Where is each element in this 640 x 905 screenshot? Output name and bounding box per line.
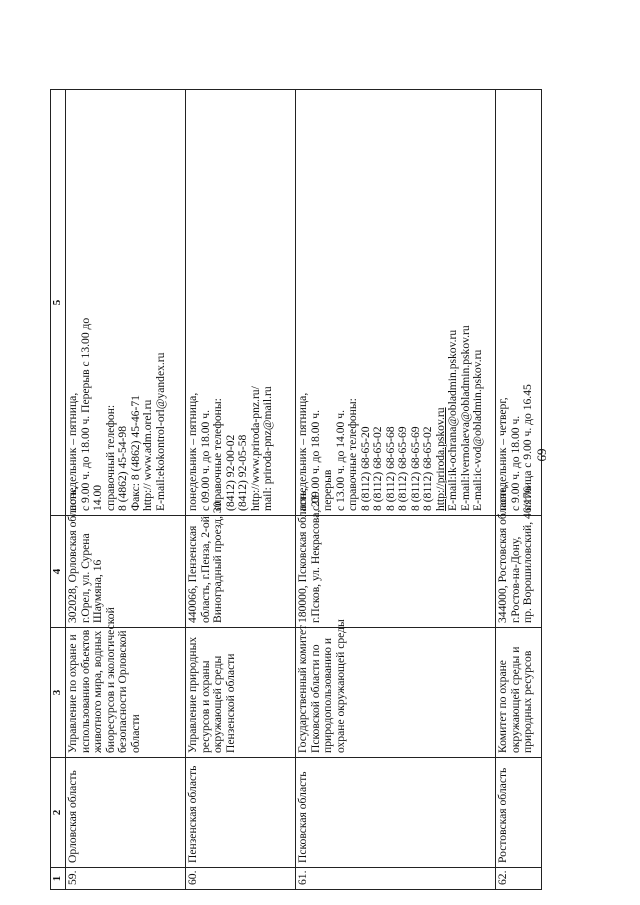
contact-line: 8 (8112) 68-65-68 [383, 426, 397, 511]
contact-line: 8 (4862) 45-54-98 [116, 425, 129, 511]
email-link[interactable]: E-mail:ik-ochrana@obladmin.pskov.ru [446, 329, 459, 511]
org-line: окружающей среды [211, 655, 224, 753]
contact-line: справочные телефоны: [211, 398, 224, 511]
region-name: Ростовская область [496, 758, 542, 868]
contacts [186, 90, 296, 516]
org-line: природопользованию и [321, 637, 334, 753]
address-line: г.Псков, ул. Некрасова, 23 [308, 495, 322, 623]
org-line: Управление природных [186, 636, 199, 753]
organization-name [186, 628, 296, 758]
org-line: безопасности Орловской [116, 630, 129, 753]
email-link[interactable]: mail: priroda-pnz@mail.ru [261, 386, 274, 511]
contact-line: с 9.00 ч. до 18.00 ч. [508, 415, 522, 511]
email-link[interactable]: E-mail:ekokontrol-orl@yandex.ru [153, 352, 167, 511]
header-col-2: 2 [51, 758, 66, 868]
org-line: использованию объектов [78, 629, 92, 753]
website-link[interactable]: http://www.priroda-pnz.ru/ [248, 386, 262, 511]
org-line: природных ресурсов [521, 650, 534, 753]
address-line: 302028, Орловская область, [66, 486, 79, 623]
contact-line: с 13.00 ч. до 14.00 ч. [333, 410, 347, 511]
table-row [186, 90, 296, 890]
contact-line: Факс: 8 (4862) 45-46-71 [128, 395, 142, 511]
row-number: 60. [186, 868, 296, 890]
region-name: Пензенская область [186, 758, 296, 868]
address-line: пр. Ворошиловский, 46/176 [521, 486, 534, 623]
org-line: Государственный комитет [296, 624, 309, 753]
org-line: животного мира, водных [91, 630, 104, 753]
contact-line: справочный телефон: [103, 404, 117, 511]
address-line: 180000, Псковская область, [296, 487, 309, 623]
header-col-4: 4 [51, 516, 66, 628]
email-link[interactable]: E-mail:lvernolaeva@obladmin.pskov.ru [458, 325, 472, 511]
address-line: область, г.Пенза, 2-ой [198, 516, 212, 623]
org-line: биоресурсов и экологической [103, 607, 117, 753]
table-row [66, 90, 186, 890]
email-link[interactable]: E-mail:ic-vod@obladmin.pskov.ru [471, 349, 484, 511]
org-line: Управление по охране и [66, 634, 79, 753]
organization-name [296, 619, 496, 758]
contact-line: 8 (8112) 68-65-69 [408, 426, 422, 511]
org-line: Комитет по охране [496, 660, 509, 753]
page-number: 69 [534, 448, 549, 462]
org-line: окружающей среды и [508, 646, 522, 753]
contact-line: понедельник – пятница, [296, 392, 309, 511]
contacts [66, 90, 186, 516]
header-col-1: 1 [51, 868, 66, 890]
organization-name [66, 607, 186, 758]
rotated-page [50, 90, 534, 890]
contact-line: 8 (8112) 68-65-02 [371, 426, 384, 511]
contact-line: понедельник – четверг, [496, 397, 509, 511]
region-name: Псковская область [296, 758, 496, 868]
contact-line: 8 (8112) 68-65-20 [358, 426, 372, 511]
header-col-5: 5 [51, 90, 66, 516]
contact-line: пятница с 9.00 ч. до 16.45 [521, 384, 534, 511]
region-name: Орловская область [66, 758, 186, 868]
header-row [51, 90, 66, 890]
table-row [496, 90, 542, 890]
table-row [296, 90, 496, 890]
address-line: Шаумяна, 16 [91, 559, 104, 623]
address-line: г.Орел, ул. Сурена [78, 533, 92, 623]
contact-line: с 9.00 ч. до 18.00 ч. Перерыв с 13.00 до [78, 317, 92, 511]
contact-line: 8 (8112) 68-65-02 [421, 426, 434, 511]
row-number: 62. [496, 868, 542, 890]
contact-line: понедельник – пятница, [186, 392, 199, 511]
contact-line: с 09.00 ч. до 18.00 ч. [308, 410, 322, 511]
org-line: охране окружающей среды [333, 619, 347, 753]
address-line: Виноградный проезд, 30 [211, 501, 224, 623]
contact-line: 8 (8112) 68-65-69 [396, 426, 409, 511]
address-line: 344000, Ростовская область, [496, 484, 509, 623]
contacts [296, 90, 496, 516]
contact-line: 14.00 [91, 484, 104, 511]
address-line: 440066, Пензенская [186, 525, 199, 623]
row-number: 61. [296, 868, 496, 890]
org-line: Псковской области по [308, 644, 322, 753]
contact-line: (8412) 92-05-58 [236, 434, 249, 511]
address [186, 501, 296, 628]
header-col-3: 3 [51, 628, 66, 758]
address [496, 484, 542, 628]
contact-line: перерыв [321, 469, 334, 511]
address-line: г.Ростов-на-Дону, [508, 536, 522, 623]
row-number: 59. [66, 868, 186, 890]
website-link[interactable]: http://priroda.pskov.ru [433, 407, 447, 511]
contact-line: справочные телефоны: [346, 398, 359, 511]
org-line: Пензенской области [223, 653, 237, 753]
contact-line: (8412) 92-00-02 [223, 434, 237, 511]
contact-line: понедельник – пятница, [66, 392, 79, 511]
organizations-table [50, 89, 542, 890]
contact-line: с 09.00 ч. до 18.00 ч. [198, 410, 212, 511]
org-line: ресурсов и охраны [198, 660, 212, 753]
org-line: области [128, 714, 142, 753]
website-link[interactable]: http:// www.adm.orel.ru [141, 399, 154, 511]
organization-name [496, 628, 542, 758]
